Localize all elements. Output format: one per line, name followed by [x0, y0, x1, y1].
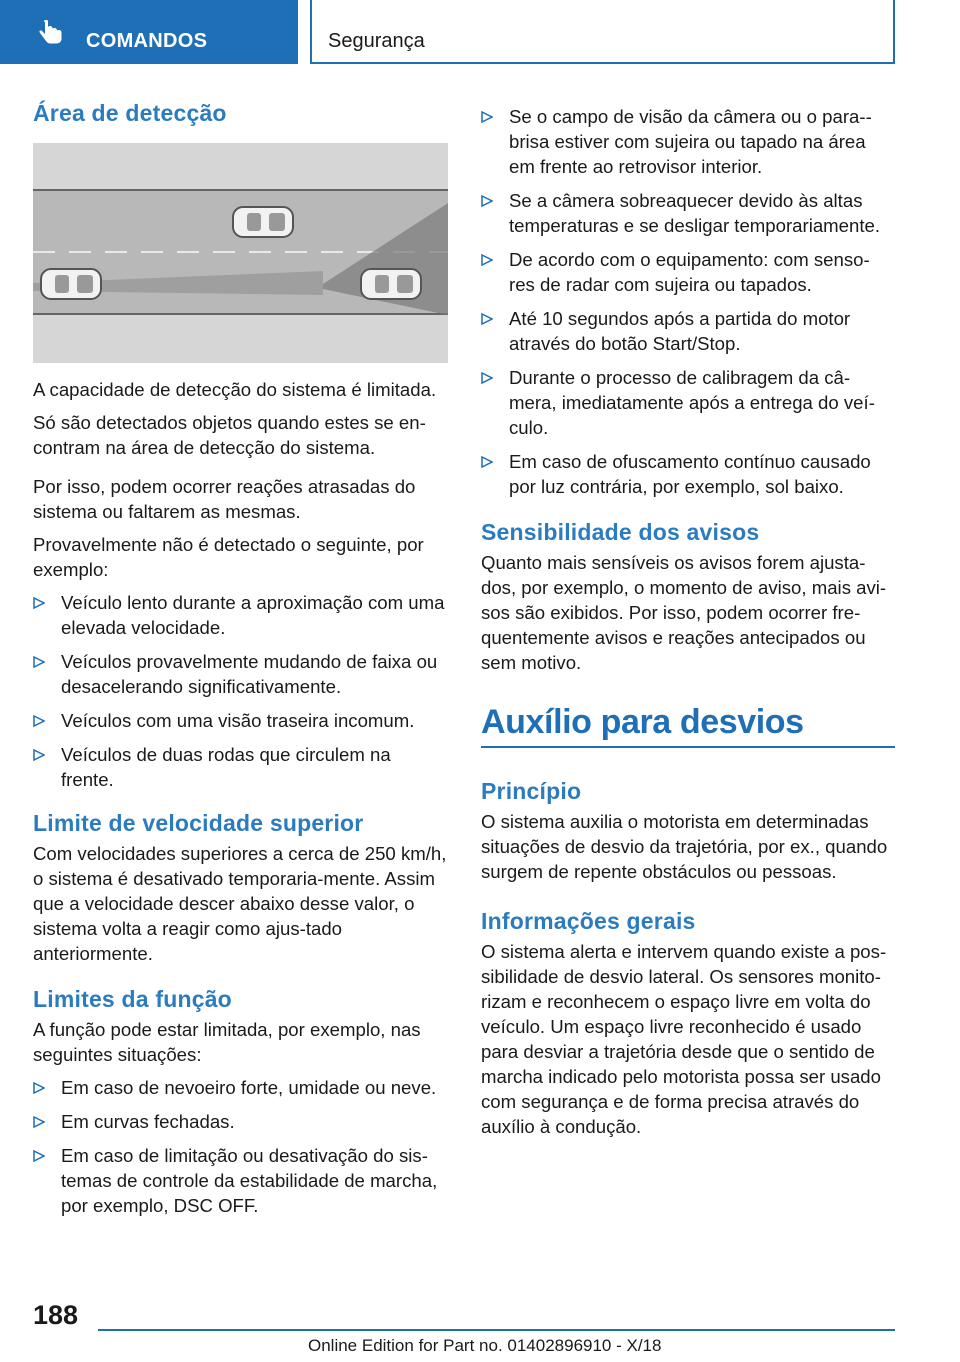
detection-area-figure — [33, 143, 448, 363]
left-column — [33, 100, 448, 1218]
page-number: 188 — [33, 1300, 79, 1330]
list-item: Em curvas fechadas. — [33, 1109, 448, 1134]
list-item: Veículo lento durante a aproximação com uma elevada velocidade. — [33, 590, 448, 640]
section-title: Segurança — [328, 30, 425, 52]
hand-pointer-icon — [36, 20, 66, 48]
triangle-right-icon — [33, 715, 45, 727]
triangle-right-icon — [33, 597, 45, 609]
list-item: Veículos com uma visão traseira incomum. — [33, 708, 448, 733]
heading-function-limits: Limites da função — [33, 986, 232, 1012]
bullet-list — [33, 590, 448, 792]
chapter-tab[interactable] — [0, 0, 298, 64]
list-item: Em caso de limitação ou desativação do sis-temas de controle da estabilidade de marcha, por exemplo, DSC OFF. — [33, 1143, 448, 1218]
car-icon — [361, 269, 421, 299]
paragraph: Com velocidades superiores a cerca de 250 km/h, o sistema é desativado temporaria-mente. Assim que a velocidade descer abaixo desse valor, o sistema volta a reagir como ajus-tado anteriormente. — [33, 843, 447, 964]
list-item: Em caso de ofuscamento contínuo causado por luz contrária, por exemplo, sol baixo. — [481, 449, 895, 499]
footer-divider — [98, 1329, 895, 1331]
triangle-right-icon — [33, 1116, 45, 1128]
list-item: De acordo com o equipamento: com senso-res de radar com sujeira ou tapados. — [481, 247, 895, 297]
section-header — [310, 0, 895, 64]
car-icon — [233, 207, 293, 237]
heading-principle: Princípio — [481, 778, 582, 804]
list-item: Veículos de duas rodas que circulem na frente. — [33, 742, 448, 792]
bullet-list — [481, 104, 895, 499]
triangle-right-icon — [481, 111, 493, 123]
paragraph: Provavelmente não é detectado o seguinte, por exemplo: — [33, 534, 424, 580]
bullet-list — [33, 1075, 448, 1218]
list-item: Veículos provavelmente mudando de faixa ou desacelerando significativamente. — [33, 649, 448, 699]
list-item: Se a câmera sobreaquecer devido às altas temperaturas e se desligar temporariamente. — [481, 188, 895, 238]
triangle-right-icon — [481, 456, 493, 468]
list-item: Se o campo de visão da câmera ou o para--brisa estiver com sujeira ou tapado na área em frente ao retrovisor interior. — [481, 104, 895, 179]
heading-general-info: Informações gerais — [481, 908, 696, 934]
heading-speed-limit: Limite de velocidade superior — [33, 810, 364, 836]
car-icon — [41, 269, 101, 299]
paragraph: Por isso, podem ocorrer reações atrasadas do sistema ou faltarem as mesmas. — [33, 476, 416, 522]
triangle-right-icon — [481, 195, 493, 207]
triangle-right-icon — [481, 372, 493, 384]
heading-evasion-assistant: Auxílio para desvios — [481, 703, 804, 741]
triangle-right-icon — [33, 1150, 45, 1162]
triangle-right-icon — [481, 313, 493, 325]
paragraph: A função pode estar limitada, por exemplo, nas seguintes situações: — [33, 1019, 421, 1065]
paragraph: O sistema alerta e intervem quando existe a pos-sibilidade de desvio lateral. Os sensores monito-rizam e reconhecem o espaço livre em volta do veículo. Um espaço livre reconhecido é usado para desviar a trajetória desde que o sentido de marcha indicado pelo motorista possa ser usado com segurança e de forma precisa através do auxílio à condução. — [481, 941, 887, 1137]
list-item: Até 10 segundos após a partida do motor através do botão Start/Stop. — [481, 306, 895, 356]
triangle-right-icon — [33, 1082, 45, 1094]
heading-detection-area: Área de detecção — [33, 100, 227, 126]
list-item: Em caso de nevoeiro forte, umidade ou neve. — [33, 1075, 448, 1100]
paragraph: A capacidade de detecção do sistema é limitada. — [33, 379, 437, 400]
triangle-right-icon — [481, 254, 493, 266]
chapter-title: COMANDOS — [86, 30, 208, 52]
triangle-right-icon — [33, 656, 45, 668]
paragraph: O sistema auxilia o motorista em determinadas situações de desvio da trajetória, por ex., quando surgem de repente obstáculos ou pessoas. — [481, 811, 888, 882]
chapter-heading-wrap — [481, 703, 895, 748]
edition-note: Online Edition for Part no. 01402896910 - X/18 — [308, 1336, 662, 1355]
triangle-right-icon — [33, 749, 45, 761]
list-item: Durante o processo de calibragem da câ-mera, imediatamente após a entrega do veí-culo. — [481, 365, 895, 440]
heading-warning-sensitivity: Sensibilidade dos avisos — [481, 519, 760, 545]
paragraph: Quanto mais sensíveis os avisos forem ajusta-dos, por exemplo, o momento de aviso, mais avi-sos são exibidos. Por isso, podem ocorrer fre-quentemente avisos e reações antecipados ou sem motivo. — [481, 552, 887, 673]
detection-area-illustration — [33, 143, 448, 363]
right-column — [481, 100, 895, 1139]
paragraph: Só são detectados objetos quando estes se en-contram na área de detecção do sistema. — [33, 412, 426, 458]
